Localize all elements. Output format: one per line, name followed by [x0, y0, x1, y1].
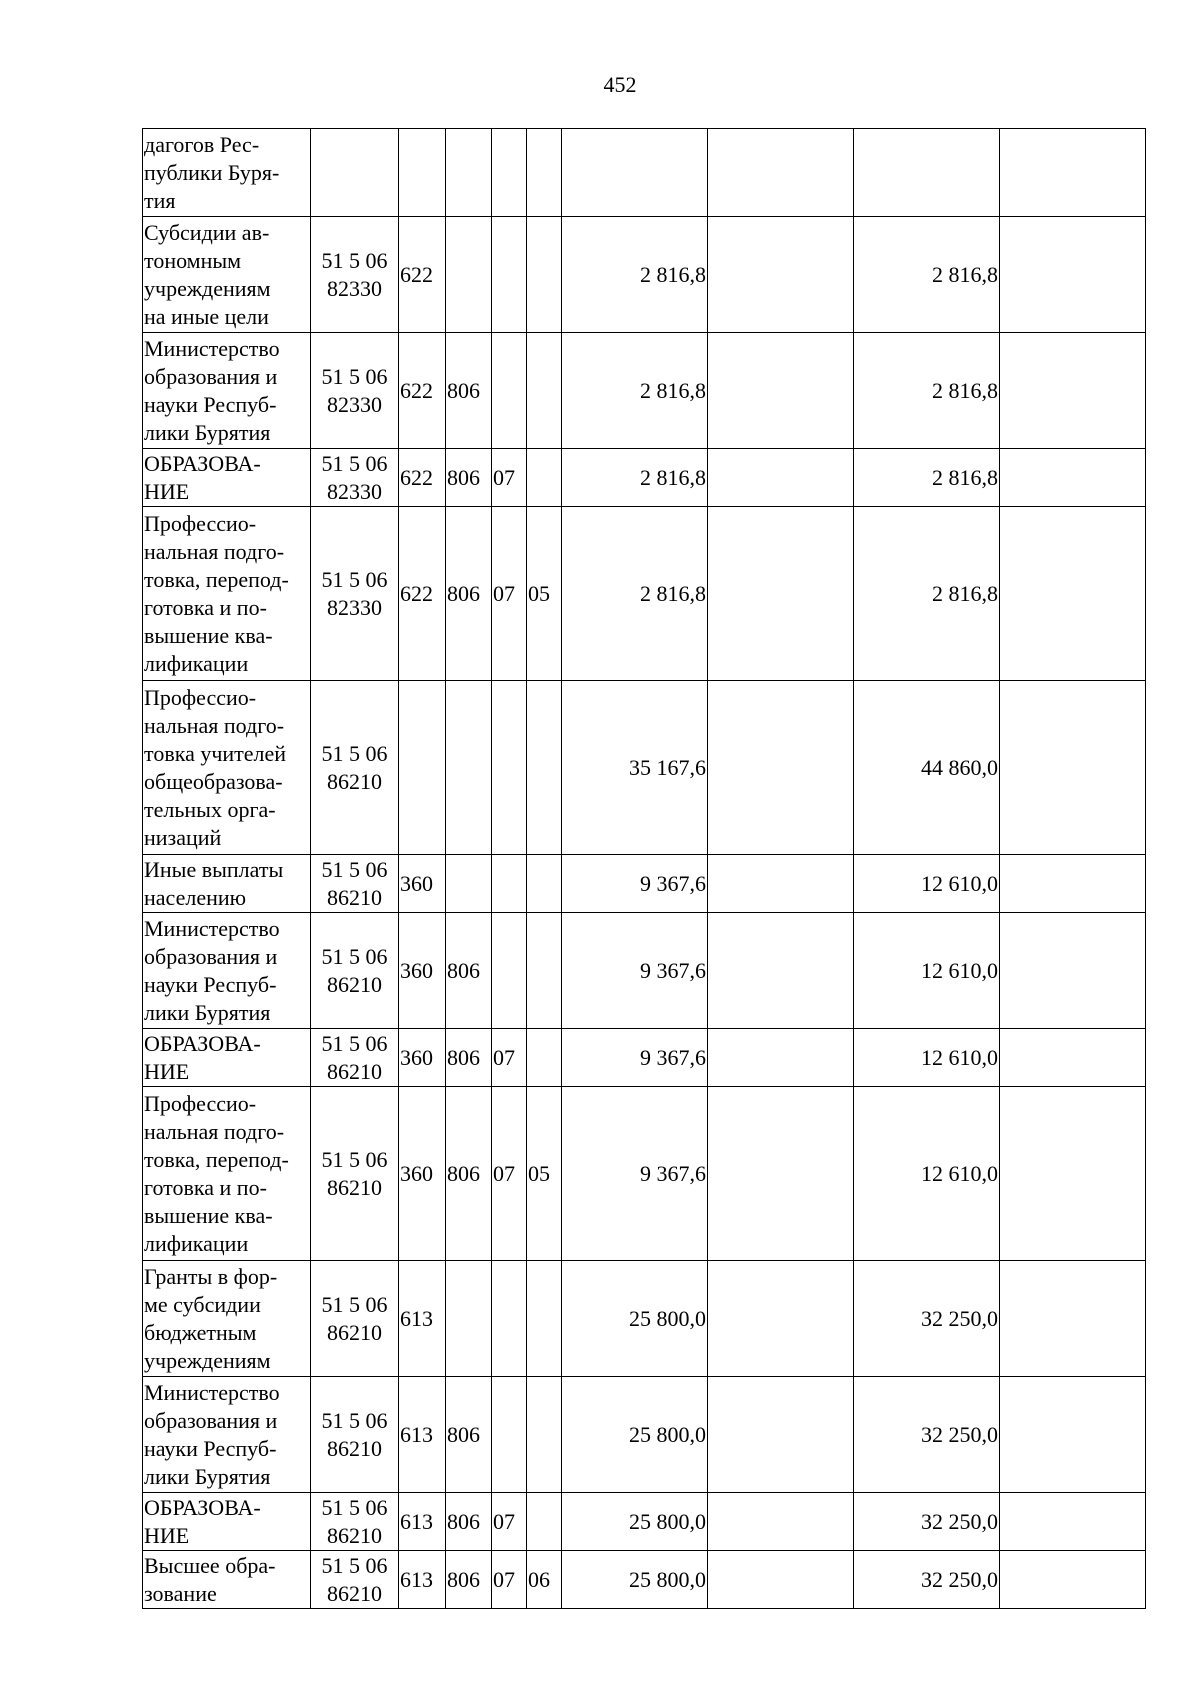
- row-name-line: ОБРАЗОВА-: [144, 1030, 261, 1056]
- expense-type-cell: 622: [399, 217, 446, 333]
- amount-cell-1: [562, 129, 708, 217]
- expense-type-cell: 360: [399, 1087, 446, 1261]
- row-name-line: готовка и по-: [144, 1174, 267, 1200]
- row-name-line: общеобразова-: [144, 768, 283, 794]
- amount-cell-4: [1000, 1493, 1146, 1551]
- row-name-line: тия: [144, 187, 176, 213]
- amount-cell-3: 2 816,8: [854, 217, 1000, 333]
- amount-cell-1: 35 167,6: [562, 681, 708, 855]
- target-article-cell: [311, 1029, 399, 1087]
- table-row: [143, 1493, 1146, 1551]
- amount-cell-3: 32 250,0: [854, 1551, 1000, 1609]
- amount-cell-3: 32 250,0: [854, 1261, 1000, 1377]
- row-name-line: дагогов Рес-: [144, 131, 260, 157]
- section-cell: 07: [492, 1087, 527, 1261]
- table-row: [143, 1029, 1146, 1087]
- row-name-cell: [143, 1029, 311, 1087]
- ministry-code-cell: 806: [446, 1029, 492, 1087]
- row-name-line: НИЕ: [144, 478, 190, 504]
- row-name-cell: [143, 681, 311, 855]
- expense-type-cell: 622: [399, 449, 446, 507]
- row-name-line: Высшее обра-: [144, 1552, 276, 1578]
- section-cell: [492, 333, 527, 449]
- row-name-line: зование: [144, 1580, 217, 1606]
- amount-cell-1: 9 367,6: [562, 1029, 708, 1087]
- amount-cell-4: [1000, 449, 1146, 507]
- target-article-cell: [311, 1377, 399, 1493]
- target-article-line: 51 5 06: [321, 363, 388, 389]
- target-article-line: 82330: [327, 478, 382, 504]
- row-name-line: Субсидии ав-: [144, 219, 270, 245]
- amount-cell-4: [1000, 507, 1146, 681]
- row-name-cell: [143, 855, 311, 913]
- row-name-line: вышение ква-: [144, 1202, 273, 1228]
- subsection-cell: [527, 855, 562, 913]
- row-name-line: образования и: [144, 1407, 278, 1433]
- expense-type-cell: 613: [399, 1551, 446, 1609]
- subsection-cell: [527, 913, 562, 1029]
- target-article-line: 51 5 06: [321, 740, 388, 766]
- row-name-cell: [143, 217, 311, 333]
- amount-cell-2: [708, 449, 854, 507]
- row-name-line: лики Бурятия: [144, 419, 271, 445]
- row-name-line: лификации: [144, 650, 249, 676]
- target-article-line: 51 5 06: [321, 247, 388, 273]
- subsection-cell: 05: [527, 1087, 562, 1261]
- table-row: [143, 1261, 1146, 1377]
- table-row: [143, 1377, 1146, 1493]
- target-article-cell: [311, 913, 399, 1029]
- expense-type-cell: 360: [399, 1029, 446, 1087]
- section-cell: [492, 913, 527, 1029]
- target-article-line: 51 5 06: [321, 1291, 388, 1317]
- table-row: [143, 217, 1146, 333]
- subsection-cell: [527, 449, 562, 507]
- ministry-code-cell: [446, 217, 492, 333]
- row-name-line: ме субсидии: [144, 1291, 261, 1317]
- target-article-line: 51 5 06: [321, 1494, 388, 1520]
- table-row: [143, 855, 1146, 913]
- section-cell: [492, 217, 527, 333]
- expense-type-cell: 622: [399, 333, 446, 449]
- target-article-line: 86210: [327, 971, 382, 997]
- row-name-line: Профессио-: [144, 1090, 257, 1116]
- row-name-line: образования и: [144, 363, 278, 389]
- amount-cell-4: [1000, 129, 1146, 217]
- expense-type-cell: 613: [399, 1377, 446, 1493]
- target-article-line: 51 5 06: [321, 450, 388, 476]
- amount-cell-1: 25 800,0: [562, 1377, 708, 1493]
- subsection-cell: [527, 333, 562, 449]
- ministry-code-cell: 806: [446, 1087, 492, 1261]
- amount-cell-1: 9 367,6: [562, 855, 708, 913]
- ministry-code-cell: 806: [446, 449, 492, 507]
- row-name-line: Министерство: [144, 1379, 280, 1405]
- row-name-line: лификации: [144, 1230, 249, 1256]
- target-article-cell: [311, 1493, 399, 1551]
- subsection-cell: [527, 1261, 562, 1377]
- subsection-cell: [527, 217, 562, 333]
- row-name-cell: [143, 1551, 311, 1609]
- amount-cell-2: [708, 217, 854, 333]
- target-article-line: 51 5 06: [321, 1030, 388, 1056]
- amount-cell-4: [1000, 1029, 1146, 1087]
- table-row: [143, 449, 1146, 507]
- target-article-line: 86210: [327, 768, 382, 794]
- section-cell: 07: [492, 1551, 527, 1609]
- amount-cell-1: 2 816,8: [562, 507, 708, 681]
- ministry-code-cell: [446, 855, 492, 913]
- row-name-line: тельных орга-: [144, 796, 276, 822]
- target-article-line: 86210: [327, 1522, 382, 1548]
- row-name-line: нальная подго-: [144, 538, 285, 564]
- table-row: [143, 333, 1146, 449]
- amount-cell-4: [1000, 1087, 1146, 1261]
- target-article-line: 51 5 06: [321, 566, 388, 592]
- amount-cell-2: [708, 333, 854, 449]
- row-name-cell: [143, 1261, 311, 1377]
- amount-cell-3: 12 610,0: [854, 1087, 1000, 1261]
- ministry-code-cell: 806: [446, 913, 492, 1029]
- row-name-cell: [143, 507, 311, 681]
- amount-cell-1: 9 367,6: [562, 913, 708, 1029]
- row-name-line: вышение ква-: [144, 622, 273, 648]
- amount-cell-1: 25 800,0: [562, 1551, 708, 1609]
- section-cell: [492, 1261, 527, 1377]
- row-name-line: Иные выплаты: [144, 856, 284, 882]
- amount-cell-1: 9 367,6: [562, 1087, 708, 1261]
- amount-cell-4: [1000, 217, 1146, 333]
- ministry-code-cell: 806: [446, 507, 492, 681]
- amount-cell-2: [708, 913, 854, 1029]
- ministry-code-cell: [446, 129, 492, 217]
- target-article-cell: [311, 681, 399, 855]
- amount-cell-2: [708, 1377, 854, 1493]
- page-number: 452: [603, 72, 637, 97]
- target-article-cell: [311, 449, 399, 507]
- table-row: [143, 129, 1146, 217]
- row-name-cell: [143, 1377, 311, 1493]
- row-name-line: товка, перепод-: [144, 566, 289, 592]
- amount-cell-3: 2 816,8: [854, 507, 1000, 681]
- ministry-code-cell: [446, 681, 492, 855]
- row-name-line: нальная подго-: [144, 712, 285, 738]
- amount-cell-2: [708, 1551, 854, 1609]
- amount-cell-2: [708, 681, 854, 855]
- row-name-line: ОБРАЗОВА-: [144, 450, 261, 476]
- section-cell: [492, 1377, 527, 1493]
- amount-cell-2: [708, 1493, 854, 1551]
- row-name-cell: [143, 129, 311, 217]
- row-name-line: науки Респуб-: [144, 391, 277, 417]
- target-article-cell: [311, 333, 399, 449]
- row-name-line: Профессио-: [144, 510, 257, 536]
- target-article-line: 82330: [327, 391, 382, 417]
- row-name-line: Профессио-: [144, 684, 257, 710]
- amount-cell-3: 2 816,8: [854, 449, 1000, 507]
- row-name-line: населению: [144, 884, 247, 910]
- amount-cell-3: 2 816,8: [854, 333, 1000, 449]
- target-article-line: 86210: [327, 884, 382, 910]
- row-name-line: учреждениям: [144, 1347, 271, 1373]
- amount-cell-3: 12 610,0: [854, 913, 1000, 1029]
- amount-cell-1: 25 800,0: [562, 1493, 708, 1551]
- row-name-line: НИЕ: [144, 1522, 190, 1548]
- row-name-line: учреждениям: [144, 275, 271, 301]
- subsection-cell: [527, 1029, 562, 1087]
- row-name-cell: [143, 333, 311, 449]
- row-name-line: образования и: [144, 943, 278, 969]
- row-name-cell: [143, 1493, 311, 1551]
- expense-type-cell: 360: [399, 855, 446, 913]
- subsection-cell: [527, 129, 562, 217]
- target-article-line: 51 5 06: [321, 856, 388, 882]
- table-row: [143, 681, 1146, 855]
- row-name-cell: [143, 449, 311, 507]
- amount-cell-2: [708, 1087, 854, 1261]
- row-name-line: ОБРАЗОВА-: [144, 1494, 261, 1520]
- table-row: [143, 1551, 1146, 1609]
- amount-cell-3: 12 610,0: [854, 855, 1000, 913]
- section-cell: [492, 855, 527, 913]
- target-article-line: 51 5 06: [321, 1146, 388, 1172]
- amount-cell-2: [708, 1261, 854, 1377]
- amount-cell-4: [1000, 1377, 1146, 1493]
- target-article-cell: [311, 1261, 399, 1377]
- target-article-line: 86210: [327, 1580, 382, 1606]
- amount-cell-1: 25 800,0: [562, 1261, 708, 1377]
- row-name-line: Гранты в фор-: [144, 1263, 278, 1289]
- row-name-line: тономным: [144, 247, 242, 273]
- ministry-code-cell: 806: [446, 333, 492, 449]
- target-article-line: 86210: [327, 1058, 382, 1084]
- target-article-line: 86210: [327, 1174, 382, 1200]
- expense-type-cell: 613: [399, 1261, 446, 1377]
- target-article-cell: [311, 129, 399, 217]
- section-cell: 07: [492, 1493, 527, 1551]
- target-article-line: 51 5 06: [321, 1552, 388, 1578]
- amount-cell-1: 2 816,8: [562, 449, 708, 507]
- amount-cell-3: 44 860,0: [854, 681, 1000, 855]
- table-row: [143, 507, 1146, 681]
- amount-cell-2: [708, 129, 854, 217]
- target-article-line: 51 5 06: [321, 1407, 388, 1433]
- target-article-line: 86210: [327, 1319, 382, 1345]
- target-article-cell: [311, 1087, 399, 1261]
- target-article-line: 82330: [327, 275, 382, 301]
- target-article-cell: [311, 855, 399, 913]
- amount-cell-1: 2 816,8: [562, 333, 708, 449]
- ministry-code-cell: 806: [446, 1551, 492, 1609]
- subsection-cell: 05: [527, 507, 562, 681]
- expense-type-cell: [399, 129, 446, 217]
- amount-cell-3: 32 250,0: [854, 1377, 1000, 1493]
- row-name-cell: [143, 913, 311, 1029]
- target-article-line: 86210: [327, 1435, 382, 1461]
- ministry-code-cell: 806: [446, 1493, 492, 1551]
- amount-cell-4: [1000, 333, 1146, 449]
- amount-cell-4: [1000, 1551, 1146, 1609]
- row-name-line: товка учителей: [144, 740, 287, 766]
- ministry-code-cell: [446, 1261, 492, 1377]
- row-name-line: науки Респуб-: [144, 1435, 277, 1461]
- amount-cell-4: [1000, 681, 1146, 855]
- expense-type-cell: 613: [399, 1493, 446, 1551]
- subsection-cell: 06: [527, 1551, 562, 1609]
- row-name-line: Министерство: [144, 335, 280, 361]
- section-cell: 07: [492, 1029, 527, 1087]
- row-name-line: на иные цели: [144, 303, 269, 329]
- section-cell: [492, 129, 527, 217]
- subsection-cell: [527, 1493, 562, 1551]
- expense-type-cell: [399, 681, 446, 855]
- table-row: [143, 1087, 1146, 1261]
- amount-cell-1: 2 816,8: [562, 217, 708, 333]
- ministry-code-cell: 806: [446, 1377, 492, 1493]
- row-name-line: Министерство: [144, 915, 280, 941]
- row-name-line: бюджетным: [144, 1319, 257, 1345]
- subsection-cell: [527, 1377, 562, 1493]
- row-name-line: публики Буря-: [144, 159, 280, 185]
- amount-cell-2: [708, 855, 854, 913]
- amount-cell-2: [708, 1029, 854, 1087]
- target-article-cell: [311, 217, 399, 333]
- row-name-line: нальная подго-: [144, 1118, 285, 1144]
- expense-type-cell: 622: [399, 507, 446, 681]
- amount-cell-4: [1000, 855, 1146, 913]
- budget-table: [142, 128, 1146, 1609]
- amount-cell-3: [854, 129, 1000, 217]
- row-name-line: лики Бурятия: [144, 999, 271, 1025]
- amount-cell-3: 12 610,0: [854, 1029, 1000, 1087]
- section-cell: 07: [492, 449, 527, 507]
- target-article-line: 51 5 06: [321, 943, 388, 969]
- target-article-cell: [311, 507, 399, 681]
- table-row: [143, 913, 1146, 1029]
- row-name-cell: [143, 1087, 311, 1261]
- amount-cell-4: [1000, 1261, 1146, 1377]
- subsection-cell: [527, 681, 562, 855]
- row-name-line: лики Бурятия: [144, 1463, 271, 1489]
- row-name-line: готовка и по-: [144, 594, 267, 620]
- row-name-line: низаций: [144, 824, 222, 850]
- section-cell: [492, 681, 527, 855]
- budget-table-body: [143, 129, 1146, 1609]
- row-name-line: товка, перепод-: [144, 1146, 289, 1172]
- amount-cell-4: [1000, 913, 1146, 1029]
- amount-cell-2: [708, 507, 854, 681]
- amount-cell-3: 32 250,0: [854, 1493, 1000, 1551]
- section-cell: 07: [492, 507, 527, 681]
- target-article-cell: [311, 1551, 399, 1609]
- row-name-line: НИЕ: [144, 1058, 190, 1084]
- row-name-line: науки Респуб-: [144, 971, 277, 997]
- expense-type-cell: 360: [399, 913, 446, 1029]
- target-article-line: 82330: [327, 594, 382, 620]
